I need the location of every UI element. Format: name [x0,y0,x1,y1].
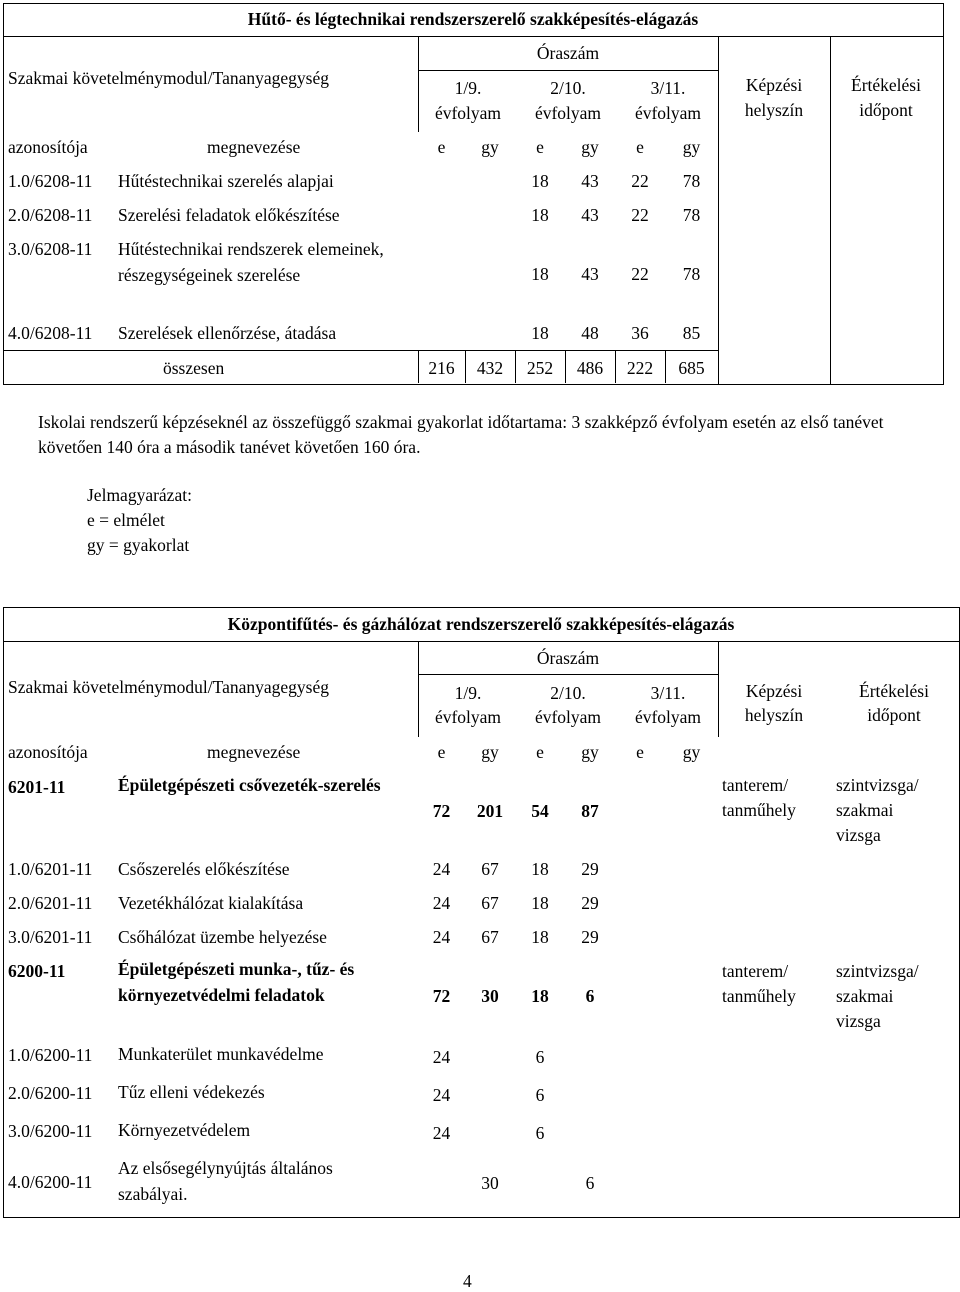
page-number: 4 [463,1271,472,1291]
cell-value: 43 [581,205,599,225]
cell-value: 54 [531,801,549,821]
row-name: Hűtéstechnikai rendszerek elemeinek, részegységeinek szerelése [118,239,384,285]
row-name: Vezetékhálózat kialakítása [118,893,304,913]
header-ertekelesi: Értékelési [851,75,921,95]
module-name: Épületgépészeti munka-, tűz- és környezetvédelmi feladatok [118,959,355,1005]
cell-value: 43 [581,264,599,284]
header-kepzesi: Képzési [745,681,803,701]
row-id: 1.0/6208-11 [8,171,93,191]
header-kepzesi: Képzési [745,75,803,95]
row-id: 3.0/6200-11 [8,1121,93,1141]
cell-value: 18 [531,927,549,947]
header-evf1-label: évfolyam [434,103,502,123]
row-id: 2.0/6208-11 [8,205,93,225]
cell-value: 24 [432,893,451,913]
cell-value: 18 [531,171,549,191]
header-evf1-label: évfolyam [434,707,502,727]
header-e2: e [536,742,544,762]
header-ertekelesi: Értékelési [859,681,929,701]
cell-value: 22 [631,264,649,284]
cell-value: 67 [481,927,499,947]
cell-value: 22 [631,205,649,225]
header-e1: e [437,742,446,762]
row-name: Környezetvédelem [118,1120,251,1140]
header-modul: Szakmai követelménymodul/Tananyagegység [8,677,329,697]
legend [87,483,192,558]
cell-value: 29 [581,893,599,913]
cell-value: 72 [432,986,451,1006]
header-gy2: gy [581,137,599,157]
total-value: 486 [576,358,604,378]
cell-value: 78 [682,264,701,284]
row-name: Csőhálózat üzembe helyezése [118,927,327,947]
cell-value: 24 [432,927,451,947]
row-id: 4.0/6208-11 [8,323,93,343]
cell-value: 36 [631,323,649,343]
cell-value: 18 [531,893,549,913]
cell-value: 18 [531,986,549,1006]
header-idopont: időpont [867,705,921,725]
header-e1: e [437,137,446,157]
divider [3,350,718,351]
cell-value: 6 [535,1047,545,1067]
header-megnevezese: megnevezése [207,742,301,762]
cell-value: 67 [481,859,499,879]
cell-value: 6 [535,1123,545,1143]
header-gy3: gy [682,742,701,762]
row-name: Szerelések ellenőrzése, átadása [118,323,337,343]
idopont-line: szakmai [836,986,894,1006]
cell-value: 22 [631,171,649,191]
cell-value: 6 [585,1173,595,1193]
header-gy3: gy [682,137,701,157]
module-name: Épületgépészeti csővezeték-szerelés [118,775,381,795]
idopont-line: szintvizsga/ [836,775,919,795]
legend-title: Jelmagyarázat: [87,485,192,505]
header-evf3-label: évfolyam [634,707,702,727]
idopont-line: vizsga [836,825,881,845]
total-label: összesen [163,358,225,378]
idopont-line: szintvizsga/ [836,961,919,981]
total-value: 252 [526,358,554,378]
row-name: Hűtéstechnikai szerelés alapjai [118,171,334,191]
helyszin-line: tanterem/ [722,775,789,795]
row-id: 4.0/6200-11 [8,1172,93,1192]
header-evf3-year: 3/11. [650,78,686,98]
cell-value: 24 [432,1123,451,1143]
divider [3,36,943,37]
header-evf2-year: 2/10. [550,683,586,703]
header-gy1: gy [481,137,499,157]
header-azonositoja: azonosítója [8,742,88,762]
cell-value: 67 [481,893,499,913]
total-value: 685 [678,358,705,378]
header-evf2-label: évfolyam [534,707,602,727]
header-evf3-year: 3/11. [650,683,686,703]
cell-value: 30 [481,1173,499,1193]
cell-value: 72 [432,801,451,821]
row-id: 3.0/6201-11 [8,927,93,947]
header-modul: Szakmai követelménymodul/Tananyagegység [8,68,329,88]
cell-value: 43 [581,171,599,191]
cell-value: 6 [535,1085,545,1105]
cell-value: 48 [581,323,599,343]
helyszin-line: tanműhely [722,800,796,820]
header-evf1-year: 1/9. [454,78,482,98]
header-oraszam: Óraszám [536,648,600,668]
header-helyszin: helyszín [744,705,804,725]
cell-value: 24 [432,1085,451,1105]
header-evf2-year: 2/10. [550,78,586,98]
header-gy1: gy [481,742,499,762]
module-id: 6200-11 [8,961,66,981]
row-name: Szerelési feladatok előkészítése [118,205,340,225]
cell-value: 87 [581,801,599,821]
row-id: 3.0/6208-11 [8,239,93,259]
header-oraszam: Óraszám [536,43,600,63]
cell-value: 30 [481,986,499,1006]
header-gy2: gy [581,742,599,762]
row-id: 2.0/6201-11 [8,893,93,913]
legend-e: e = elmélet [87,510,165,530]
header-e3: e [636,137,644,157]
row-id: 1.0/6201-11 [8,859,93,879]
cell-value: 18 [531,205,549,225]
header-evf2-label: évfolyam [534,103,602,123]
total-value: 222 [626,358,654,378]
cell-value: 29 [581,859,599,879]
header-e3: e [636,742,644,762]
row-name: Tűz elleni védekezés [118,1082,265,1102]
divider [418,70,718,71]
row-id: 1.0/6200-11 [8,1045,93,1065]
cell-value: 6 [585,986,595,1006]
cell-value: 85 [682,323,701,343]
header-evf1-year: 1/9. [454,683,482,703]
row-name: Munkaterület munkavédelme [118,1044,324,1064]
cell-value: 18 [531,859,549,879]
header-azonositoja: azonosítója [8,137,88,157]
header-helyszin: helyszín [744,100,804,120]
header-e2: e [536,137,544,157]
total-value: 216 [428,358,455,378]
helyszin-line: tanterem/ [722,961,789,981]
module-id: 6201-11 [8,777,66,797]
header-idopont: időpont [859,100,913,120]
cell-value: 78 [682,205,701,225]
cell-value: 24 [432,859,451,879]
divider [418,674,718,675]
divider [3,641,959,642]
helyszin-line: tanműhely [722,986,796,1006]
cell-value: 18 [531,264,549,284]
idopont-line: vizsga [836,1011,881,1031]
total-value: 432 [476,358,504,378]
header-megnevezese: megnevezése [207,137,301,157]
legend-gy: gy = gyakorlat [87,535,190,555]
row-name: Az elsősegélynyújtás általános szabályai. [118,1158,333,1204]
note-paragraph: Iskolai rendszerű képzéseknél az összefüggő szakmai gyakorlat időtartama: 3 szakképző évfolyam esetén az első tanévet követően 140 óra a második tanévet követően 160 óra. [38,412,884,457]
idopont-line: szakmai [836,800,894,820]
table-title: Központifűtés- és gázhálózat rendszerszerelő szakképesítés-elágazás [227,614,735,634]
cell-value: 24 [432,1047,451,1067]
row-id: 2.0/6200-11 [8,1083,93,1103]
header-evf3-label: évfolyam [634,103,702,123]
cell-value: 78 [682,171,701,191]
cell-value: 29 [581,927,599,947]
cell-value: 18 [531,323,549,343]
row-name: Csőszerelés előkészítése [118,859,290,879]
cell-value: 201 [476,801,504,821]
table-title: Hűtő- és légtechnikai rendszerszerelő szakképesítés-elágazás [247,9,699,29]
